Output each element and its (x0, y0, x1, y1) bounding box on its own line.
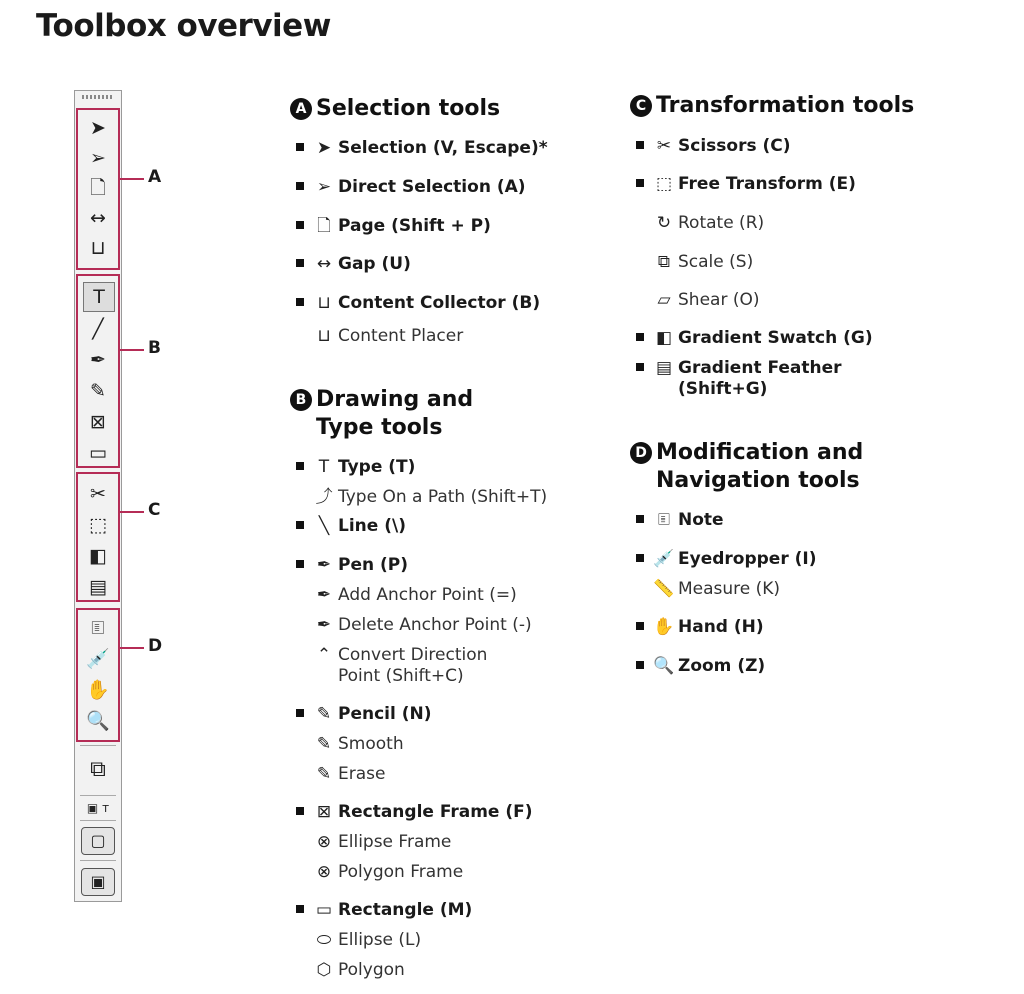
tool-name: Rectangle (M) (338, 900, 473, 920)
bullet-marker (636, 174, 650, 187)
gradient-feather-icon[interactable]: ▤ (89, 575, 107, 598)
tool-name: Selection (V, Escape)* (338, 138, 548, 158)
tool-name: Pen (P) (338, 555, 409, 575)
tool-name: Eyedropper (I) (678, 549, 817, 569)
note-icon[interactable]: 🗉 (91, 616, 105, 639)
section-b-title: Drawing and Type tools (316, 387, 474, 440)
tool-name: Shear (O) (678, 290, 760, 310)
polygon-frame-icon: ⊗ (316, 862, 332, 882)
section-a-heading (290, 95, 500, 123)
zoom-icon[interactable]: 🔍 (86, 709, 110, 732)
smooth-icon: ✎ (316, 734, 332, 754)
tool-row (636, 328, 873, 349)
tool-name: Hand (H) (678, 617, 764, 637)
tool-row (636, 549, 817, 570)
gap-icon: ↔ (316, 254, 332, 274)
measure-icon: 📏 (653, 579, 675, 599)
tool-row (296, 457, 415, 478)
section-b-letter-badge: B (290, 389, 312, 411)
content-collector-icon: ⊔ (317, 293, 331, 313)
rectangle-icon[interactable]: ▭ (89, 441, 107, 464)
type-icon[interactable]: T (83, 282, 115, 312)
toolbox-divider (80, 795, 116, 796)
screen-mode-icon[interactable]: ▣ (81, 868, 115, 896)
pen-icon: ✒ (316, 555, 332, 575)
tool-row (296, 802, 533, 823)
tool-name: Rectangle Frame (F) (338, 802, 533, 822)
pen-icon[interactable]: ✒ (90, 348, 106, 371)
bullet-marker (636, 549, 650, 562)
line-icon[interactable]: ╱ (92, 317, 104, 340)
tool-row (296, 645, 487, 687)
toolbox-group-d (76, 608, 120, 742)
erase-icon: ✎ (316, 764, 332, 784)
tool-row (296, 516, 406, 537)
tool-row (296, 930, 421, 951)
tool-name: Line (\) (338, 516, 406, 536)
eyedropper-icon[interactable]: 💉 (86, 647, 110, 670)
section-c-heading (630, 92, 914, 120)
gap-icon[interactable]: ↔ (90, 206, 106, 229)
free-transform-icon[interactable]: ⬚ (89, 513, 107, 536)
tool-row (296, 293, 540, 314)
section-c-letter-badge: C (630, 95, 652, 117)
group-label-c: C (148, 500, 161, 520)
tool-row (296, 734, 404, 755)
bullet-marker (296, 457, 310, 470)
tool-name: Gradient Feather (Shift+G) (678, 358, 842, 399)
page-title: Toolbox overview (36, 8, 331, 44)
callout-line-b (120, 349, 144, 351)
rectangle-frame-icon: ⊠ (316, 802, 332, 822)
hand-icon[interactable]: ✋ (86, 678, 110, 701)
tool-name: Free Transform (E) (678, 174, 856, 194)
tool-name: Smooth (338, 734, 404, 754)
ellipse-frame-icon: ⊗ (316, 832, 332, 852)
tool-row (296, 254, 411, 275)
scale-icon: ⧉ (657, 252, 671, 272)
tool-row (296, 704, 432, 725)
tool-row (296, 555, 408, 576)
tool-name: Content Placer (338, 326, 464, 346)
free-transform-icon: ⬚ (655, 174, 673, 194)
section-b-heading (290, 386, 473, 442)
tool-row (296, 832, 451, 853)
tool-name: Convert Direction Point (Shift+C) (338, 645, 488, 686)
tool-name: Delete Anchor Point (-) (338, 615, 532, 635)
tool-row (296, 960, 405, 981)
selection-arrow-icon: ➤ (316, 138, 332, 158)
polygon-icon: ⬡ (316, 960, 332, 980)
tool-row (636, 252, 753, 273)
callout-line-c (120, 511, 144, 513)
tool-row (296, 764, 385, 785)
pencil-icon: ✎ (316, 704, 332, 724)
group-label-a: A (148, 167, 162, 187)
formatting-affects-icon[interactable]: ▣ т (86, 801, 110, 815)
eyedropper-icon: 💉 (653, 549, 675, 569)
tool-row (296, 326, 463, 347)
tool-name: Type On a Path (Shift+T) (338, 487, 548, 507)
tool-name: Direct Selection (A) (338, 177, 526, 197)
tool-row (636, 358, 842, 400)
tool-name: Rotate (R) (678, 213, 765, 233)
tool-name: Ellipse (L) (338, 930, 422, 950)
tool-name: Scissors (C) (678, 136, 791, 156)
group-label-d: D (148, 636, 163, 656)
section-d-heading (630, 439, 863, 495)
rectangle-icon: ▭ (315, 900, 333, 920)
note-icon: 🗉 (657, 510, 671, 530)
tool-row (296, 862, 463, 883)
section-d-letter-badge: D (630, 442, 652, 464)
tool-row (636, 290, 759, 311)
bullet-marker (636, 328, 650, 341)
tool-row (636, 174, 856, 195)
tool-name: Gradient Swatch (G) (678, 328, 873, 348)
tool-name: Note (678, 510, 724, 530)
bullet-marker (296, 516, 310, 529)
toolbox-group-a (76, 108, 120, 270)
tool-name: Gap (U) (338, 254, 411, 274)
tool-row (636, 579, 780, 600)
tool-row (296, 487, 547, 508)
bullet-marker (636, 358, 650, 371)
section-d-title: Modification and Navigation tools (656, 440, 864, 493)
shear-icon: ▱ (657, 290, 671, 310)
tool-name: Polygon (338, 960, 405, 980)
convert-direction-point-icon: ⌃ (316, 645, 332, 665)
zoom-icon: 🔍 (653, 656, 675, 676)
gradient-feather-icon: ▤ (655, 358, 673, 378)
bullet-marker (636, 617, 650, 630)
add-anchor-point-icon: ✒ (316, 585, 332, 605)
selection-arrow-icon[interactable]: ➤ (90, 116, 106, 139)
tool-name: Measure (K) (678, 579, 781, 599)
tool-row (296, 615, 532, 636)
bullet-marker (296, 293, 310, 306)
type-icon: T (318, 457, 330, 477)
tool-row (296, 585, 517, 606)
bullet-marker (636, 510, 650, 523)
gradient-swatch-icon[interactable]: ◧ (89, 544, 107, 567)
gradient-swatch-icon: ◧ (655, 328, 673, 348)
rectangle-frame-icon[interactable]: ⊠ (90, 410, 106, 433)
tool-name: Scale (S) (678, 252, 754, 272)
toolbox-divider (80, 860, 116, 861)
callout-line-a (120, 178, 144, 180)
tool-name: Content Collector (B) (338, 293, 541, 313)
ellipse-icon: ⬭ (316, 930, 332, 950)
bullet-marker (296, 555, 310, 568)
tool-row (296, 216, 491, 237)
tool-name: Erase (338, 764, 386, 784)
callout-line-d (120, 647, 144, 649)
direct-selection-arrow-icon: ➢ (316, 177, 332, 197)
content-placer-icon: ⊔ (317, 326, 331, 346)
content-collector-icon[interactable]: ⊔ (90, 236, 106, 259)
pencil-icon[interactable]: ✎ (90, 379, 106, 402)
tool-row (636, 136, 791, 157)
bullet-marker (296, 177, 310, 190)
tool-row (296, 177, 526, 198)
tool-name: Add Anchor Point (=) (338, 585, 517, 605)
bullet-marker (636, 136, 650, 149)
section-a-title: Selection tools (316, 96, 501, 121)
section-c-title: Transformation tools (656, 93, 915, 118)
page-icon[interactable]: 🗋 (90, 176, 106, 199)
fill-stroke-icon[interactable]: ⧉ (90, 757, 106, 782)
toolbox-grip[interactable] (82, 95, 112, 99)
hand-icon: ✋ (653, 617, 675, 637)
delete-anchor-point-icon: ✒ (316, 615, 332, 635)
tool-row (636, 213, 764, 234)
bullet-marker (296, 254, 310, 267)
page-icon: 🗋 (317, 216, 331, 236)
section-a-letter-badge: A (290, 98, 312, 120)
bullet-marker (636, 656, 650, 669)
toolbox-group-b (76, 274, 120, 468)
line-icon: ╲ (318, 516, 330, 536)
tool-row (296, 138, 548, 159)
tool-row (636, 617, 764, 638)
rotate-icon: ↻ (656, 213, 672, 233)
tool-name: Ellipse Frame (338, 832, 452, 852)
bullet-marker (296, 900, 310, 913)
tool-name: Zoom (Z) (678, 656, 766, 676)
tool-name: Type (T) (338, 457, 416, 477)
bullet-marker (296, 138, 310, 151)
bullet-marker (296, 802, 310, 815)
group-label-b: B (148, 338, 161, 358)
toolbox-divider (80, 745, 116, 746)
scissors-icon: ✂ (656, 136, 672, 156)
tool-name: Pencil (N) (338, 704, 432, 724)
tool-row (636, 656, 765, 677)
toolbox-group-c (76, 472, 120, 602)
tool-row (636, 510, 724, 531)
toolbox-divider (80, 820, 116, 821)
normal-view-icon[interactable]: ▢ (81, 827, 115, 855)
bullet-marker (296, 704, 310, 717)
tool-name: Polygon Frame (338, 862, 464, 882)
scissors-icon[interactable]: ✂ (90, 482, 106, 505)
tool-name: Page (Shift + P) (338, 216, 491, 236)
bullet-marker (296, 216, 310, 229)
tool-row (296, 900, 472, 921)
type-on-path-icon: ⤴ (315, 487, 333, 507)
direct-selection-arrow-icon[interactable]: ➢ (90, 146, 106, 169)
